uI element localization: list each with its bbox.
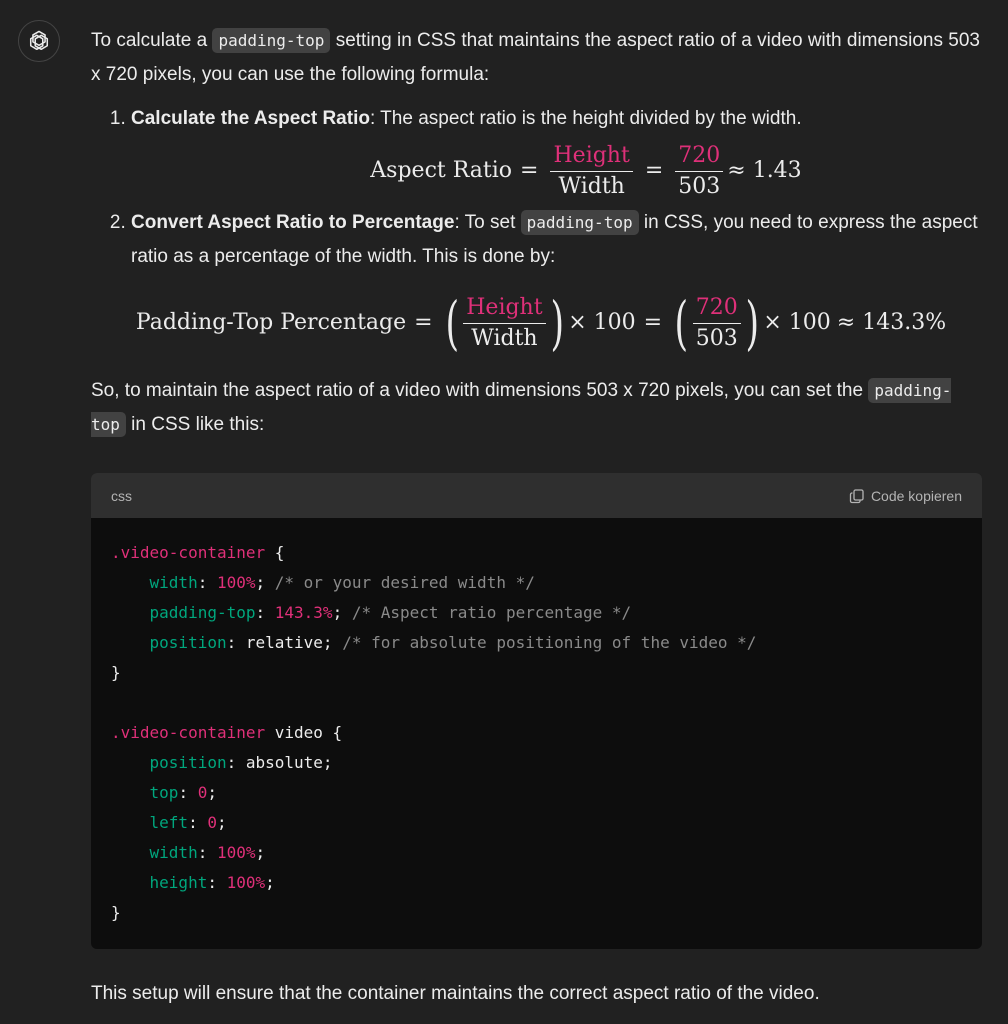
percentage-formula: Padding-Top Percentage = ( $\frac{\text{Height}}{\text{Width}}$ ) × 100 = ( $\frac{720}{503}$ ) × 100 ≈ 143.3% <box>135 289 947 357</box>
aspect-ratio-formula: Aspect Ratio = $\frac{\text{Height}}{\text{Width}}$ = $\frac{720}{503}$ ≈ 1.43 <box>370 142 802 199</box>
assistant-avatar <box>18 20 60 62</box>
closing-paragraph: This setup will ensure that the container maintains the correct aspect ratio of the video. <box>91 983 820 1004</box>
intro-paragraph: To calculate a padding-top setting in CSS that maintains the aspect ratio of a video with dimensions 503 x 720 pixels, you can use the following formula: <box>91 30 980 85</box>
code-language-label: css <box>111 487 132 504</box>
inline-code: padding-top <box>212 28 330 53</box>
openai-logo-icon <box>26 28 52 54</box>
inline-code: padding-top <box>91 378 951 437</box>
step-2: 2. Convert Aspect Ratio to Percentage: To set padding-top in CSS, you need to express the aspect ratio as a percentage of the width. This is done by: <box>131 206 981 274</box>
step-1: 1. Calculate the Aspect Ratio: The aspect ratio is the height divided by the width. Aspect Ratio = $\frac{\text{Height}}{\text{Width}}$ = $\frac{720}{503}$ ≈ 1.43 <box>131 102 981 194</box>
code-block <box>91 473 982 949</box>
copy-code-button[interactable] <box>849 479 962 513</box>
summary-paragraph: So, to maintain the aspect ratio of a video with dimensions 503 x 720 pixels, you can set the padding-top in CSS like this: <box>91 380 952 435</box>
inline-code: padding-top <box>521 210 639 235</box>
code-content: .video-container { width: 100%; /* or your desired width */ padding-top: 143.3%; /* Aspect ratio percentage */ position: relative; /* for absolute positioning of the video */ } .video-container video { position: absolute; top: 0; left: 0; width: 100%; height: 100%; } <box>111 543 757 922</box>
steps-list <box>91 102 981 274</box>
copy-icon <box>849 488 865 504</box>
copy-code-label: Code kopieren <box>870 487 962 504</box>
code-header <box>91 473 982 518</box>
assistant-message <box>91 24 981 442</box>
